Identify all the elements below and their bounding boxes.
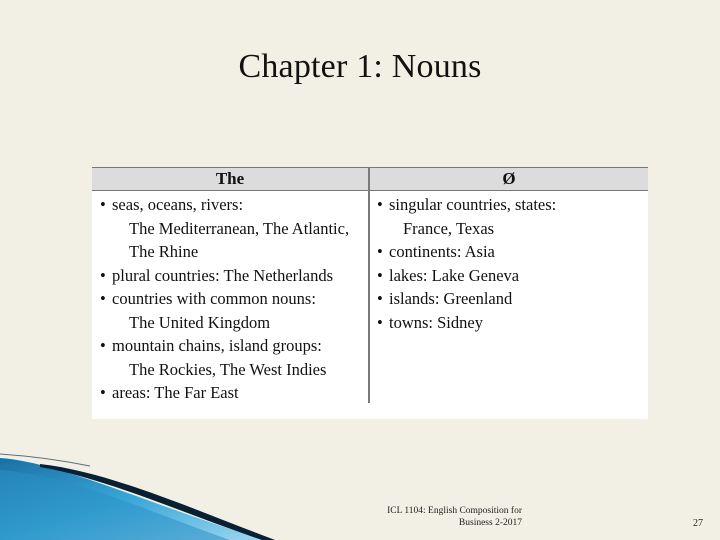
list-item-text: towns: Sidney — [389, 312, 483, 332]
list-item — [373, 287, 645, 311]
list-item-text: singular countries, states: — [389, 195, 557, 214]
header-divider — [92, 190, 648, 191]
slide-title: Chapter 1: Nouns — [238, 48, 482, 85]
list-item — [96, 381, 366, 405]
article-rules-table — [92, 167, 648, 419]
list-item — [373, 240, 645, 264]
column-header-zero-article: Ø — [370, 168, 648, 190]
column-divider — [368, 167, 370, 403]
list-item-text: The United Kingdom — [129, 312, 271, 332]
list-item — [96, 358, 366, 382]
list-item-text: The Mediterranean, The Atlantic, — [129, 218, 350, 238]
list-item-text: seas, oceans, rivers: — [112, 195, 244, 214]
list-item — [373, 217, 645, 241]
list-item-text: France, Texas — [403, 218, 495, 238]
footer-course-info — [360, 505, 522, 529]
list-item-text: islands: Greenland — [389, 289, 513, 308]
list-item — [96, 287, 366, 311]
list-item-text: lakes: Lake Geneva — [389, 265, 520, 285]
column-header-the: The — [92, 168, 368, 190]
list-item-text: The Rockies, The West Indies — [129, 359, 327, 379]
list-item-text: continents: Asia — [389, 242, 495, 261]
decorative-wave-graphic — [0, 450, 300, 540]
list-item — [96, 264, 366, 288]
page-number: 27 — [693, 518, 703, 529]
list-item-text: The Rhine — [129, 242, 199, 261]
footer-course-line: ICL 1104: English Composition for — [387, 506, 522, 516]
footer-course-line: Business 2-2017 — [458, 518, 522, 528]
list-item — [96, 311, 366, 335]
list-item — [96, 193, 366, 217]
column-zero-article-list — [373, 193, 645, 334]
list-item-text: plural countries: The Netherlands — [112, 265, 334, 285]
list-item-text: mountain chains, island groups: — [112, 336, 322, 355]
list-item-text: countries with common nouns: — [112, 289, 316, 308]
list-item — [373, 193, 645, 217]
list-item — [96, 217, 366, 241]
list-item — [96, 334, 366, 358]
list-item-text: areas: The Far East — [112, 383, 239, 402]
column-the-list — [96, 193, 366, 405]
list-item — [373, 264, 645, 288]
list-item — [96, 240, 366, 264]
list-item — [373, 311, 645, 335]
